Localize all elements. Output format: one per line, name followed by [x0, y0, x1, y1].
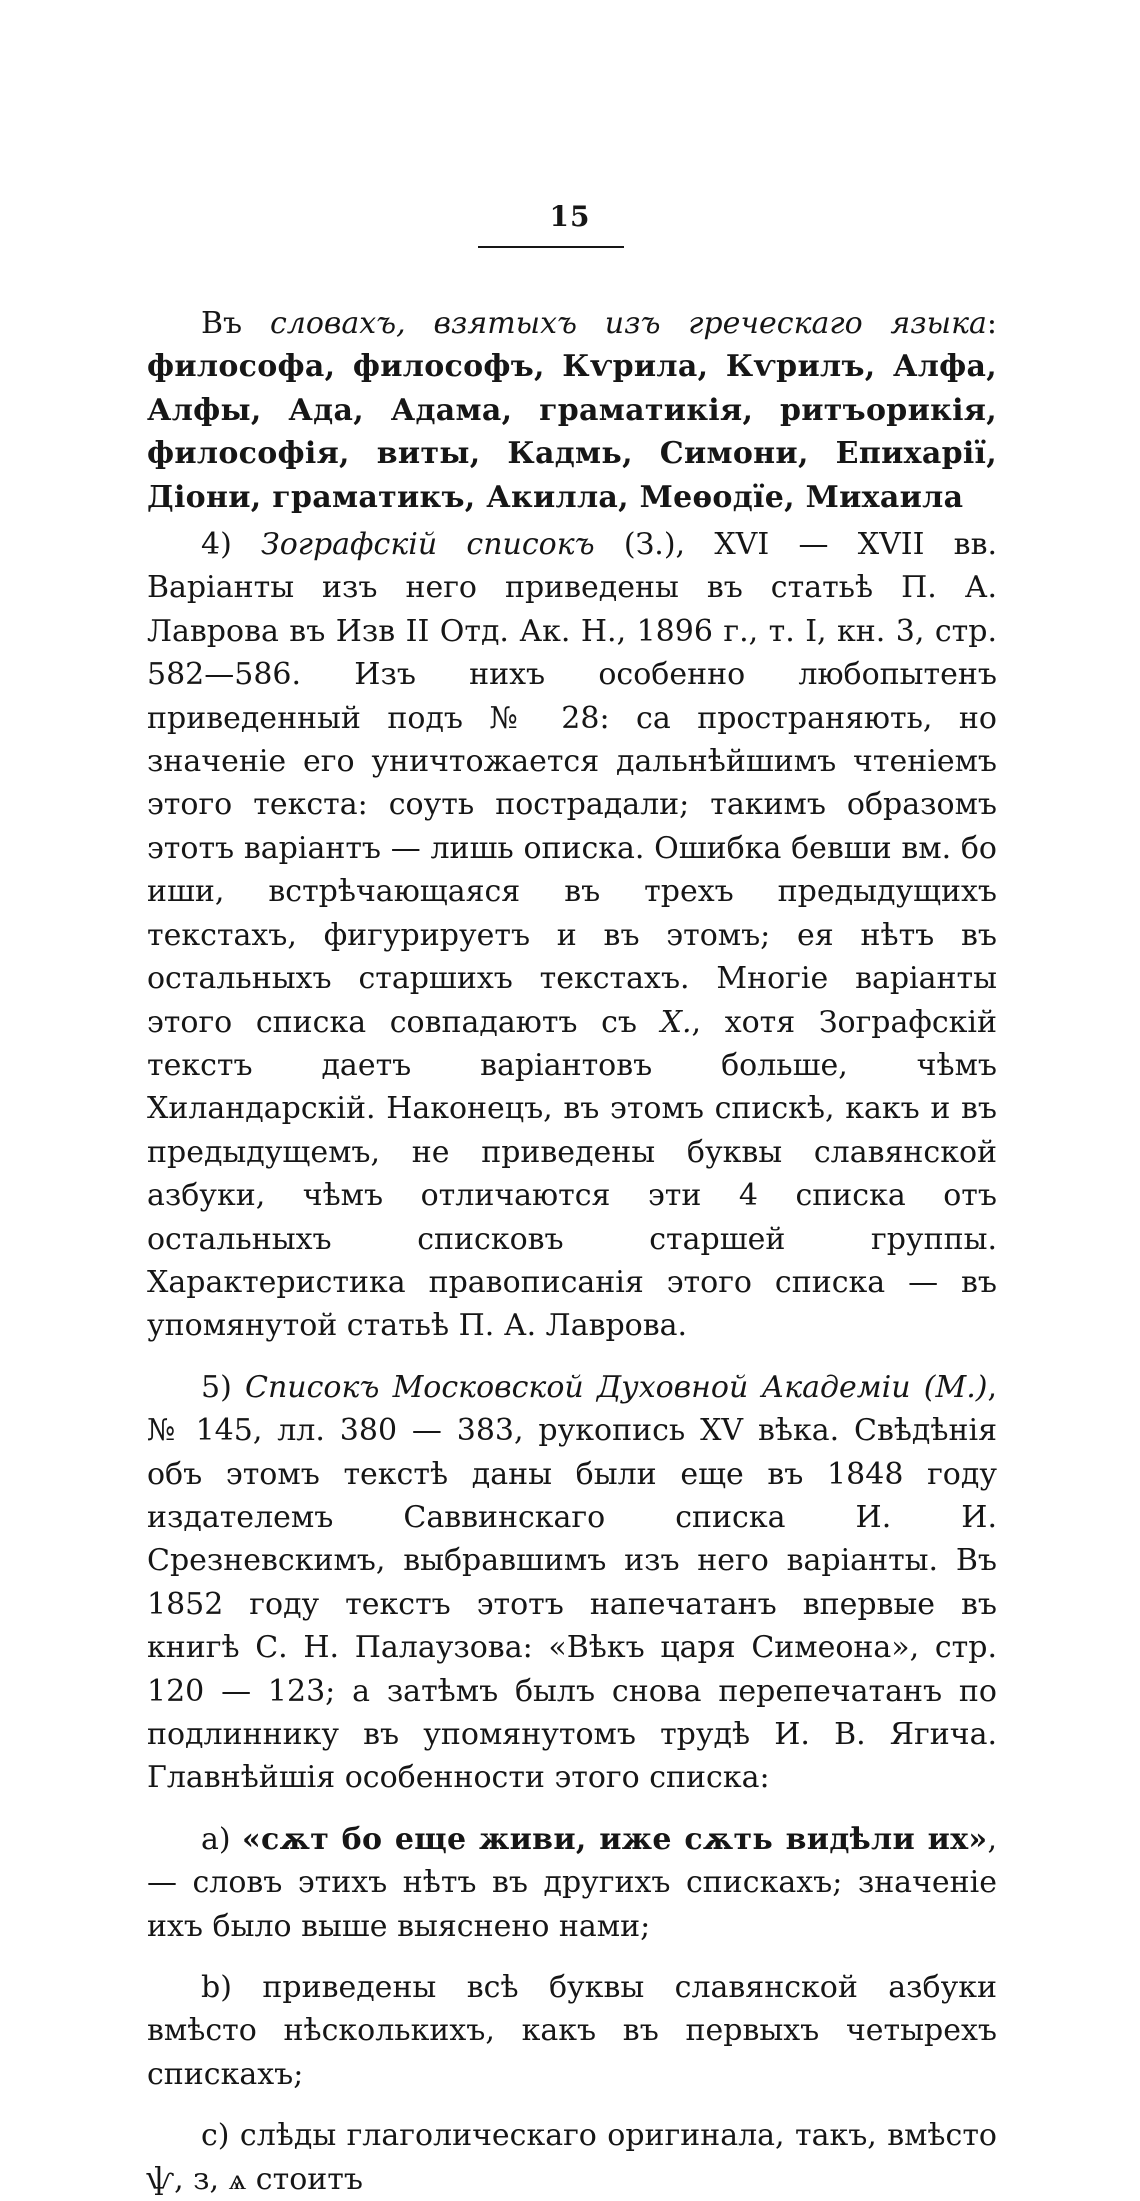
list-item-a-body: , — словъ этихъ нѣтъ въ другихъ спискахъ; значеніе ихъ было выше выяснено нами; — [147, 1821, 997, 1944]
paragraph-moscow-body: , № 145, лл. 380 — 383, рукопись XV вѣка. Свѣдѣнія объ этомъ текстѣ даны были еще въ 1848 году издателемъ Саввинскаго списка И. И. Срезневскимъ, выбравшимъ изъ него варіанты. Въ 1852 году текстъ этотъ напечатанъ впервые въ книгѣ С. Н. Палаузова: «Вѣкъ царя Симеона», стр. 120 — 123; а затѣмъ былъ снова перепечатанъ по подлиннику въ упомянутомъ трудѣ И. В. Ягича. Главнѣйшія особенности этого списка: — [147, 1369, 997, 1796]
page-number: 15 — [549, 200, 591, 233]
paragraph-greek-words — [147, 302, 997, 519]
paragraph-greek-words-list: философа, философъ, Кѵрила, Кѵрилъ, Алфа, Алфы, Ада, Адама, граматикія, ритъорикія, философія, виты, Кадмь, Симони, Епихарії, Діони, граматикъ, Акилла, Меѳодїе, Михаила — [147, 349, 997, 515]
paragraph-zograf-title: Зографскій списокъ — [261, 527, 595, 563]
list-item-a-label: а) — [201, 1821, 242, 1857]
list-item-c-body: слѣды глаголическаго оригинала, такъ, вмѣсто ѱ, з, ѧ стоитъ — [147, 2118, 997, 2197]
paragraph-moscow-academy-list — [147, 1366, 997, 1800]
list-item-a — [147, 1818, 997, 1948]
paragraph-greek-words-colon: : — [986, 306, 997, 341]
list-item-a-quote: «сѫт бо еще живи, иже сѫть видѣли их» — [241, 1821, 988, 1857]
paragraph-moscow-title: Списокъ Московской Духовной Академіи — [245, 1369, 911, 1405]
list-item-c — [147, 2114, 997, 2201]
paragraph-moscow-number: 5) — [201, 1369, 245, 1405]
list-item-c-label: c) — [201, 2118, 240, 2154]
paragraph-moscow-abbr: (М.) — [910, 1369, 988, 1405]
paragraph-zograf-body: (З.), XVI — XVII вв. Варіанты изъ него приведены въ статьѣ П. А. Лаврова въ Изв II Отд. Ак. Н., 1896 г., т. I, кн. 3, стр. 582—586. Изъ нихъ особенно любопытенъ приведенный подъ № 28: са пространяють, но значеніе его уничтожается дальнѣйшимъ чтеніемъ этого текста: соуть пострадали; такимъ образомъ этотъ варіантъ — лишь описка. Ошибка бевши вм. бо иши, встрѣчающаяся въ трехъ предыдущихъ текстахъ, фигурируетъ и въ этомъ; ея нѣтъ въ остальныхъ старшихъ текстахъ. Многіе варіанты этого списка совпадаютъ съ — [147, 527, 997, 1040]
list-item-b-body: приведены всѣ буквы славянской азбуки вмѣсто нѣсколькихъ, какъ въ первыхъ четырехъ спискахъ; — [147, 1970, 997, 2092]
page-number-rule — [478, 246, 624, 248]
list-item-b-label: b) — [201, 1970, 263, 2006]
paragraph-zograf-abbr: Х. — [660, 1004, 692, 1040]
body-text — [147, 302, 997, 2201]
paragraph-greek-words-heading: словахъ, взятыхъ изъ греческаго языка — [269, 306, 987, 341]
paragraph-zograf-number: 4) — [201, 527, 262, 563]
list-item-b — [147, 1966, 997, 2096]
paragraph-greek-words-intro: Въ — [201, 306, 270, 341]
paragraph-zograf-body-continued: , хотя Зографскій текстъ даетъ варіантовъ больше, чѣмъ Хиландарскій. Наконецъ, въ этомъ спискѣ, какъ и въ предыдущемъ, не приведены буквы славянской азбуки, чѣмъ отличаются эти 4 списка отъ остальныхъ списковъ старшей группы. Характеристика правописанія этого списка — въ упомянутой статьѣ П. А. Лаврова. — [147, 1004, 998, 1344]
paragraph-zograf-list — [147, 523, 997, 1348]
